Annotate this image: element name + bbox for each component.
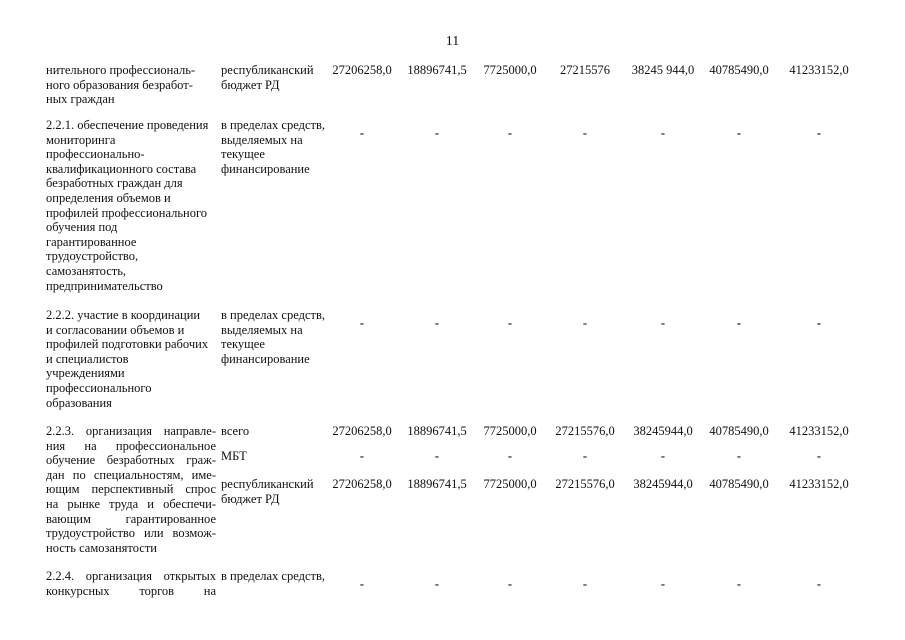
description-line: трудоустройство,	[46, 249, 139, 264]
description-line: ных граждан	[46, 92, 115, 107]
description-line: профилей подготовки рабочих	[46, 337, 209, 352]
description-line: 2.2.4. организация открытых	[46, 569, 216, 583]
value-cell: -	[816, 577, 822, 591]
value-cell: -	[434, 449, 440, 463]
value-cell: -	[816, 449, 822, 463]
value-cell: 27206258,0	[332, 424, 392, 438]
value-cell: -	[434, 316, 440, 330]
value-cell: -	[582, 577, 588, 591]
description-line: ющим перспективный спрос	[46, 482, 216, 497]
value-cell: -	[582, 449, 588, 463]
value-cell: 27206258,0	[332, 63, 392, 77]
value-cell: -	[434, 126, 440, 140]
value-cell: 38245944,0	[633, 477, 693, 491]
row-description	[46, 569, 216, 598]
value-cell: -	[359, 577, 365, 591]
description-line: гарантированное	[46, 234, 137, 249]
value-cell: -	[507, 316, 513, 330]
description-line: образования	[46, 395, 112, 410]
value-cell: -	[507, 126, 513, 140]
funding-source: республиканский бюджет РД	[221, 63, 314, 92]
value-cell: -	[736, 577, 742, 591]
description-line: определения объемов и	[46, 190, 171, 205]
value-cell: -	[736, 316, 742, 330]
description-line: профилей профессионального	[46, 205, 208, 220]
value-cell: 38245944,0	[633, 424, 693, 438]
description-line: 2.2.3. организация направле-	[46, 424, 216, 438]
description-line: ного образования безработ-	[46, 77, 193, 92]
description-line: нительного профессиональ-	[46, 63, 196, 77]
description-line: 2.2.1. обеспечение проведения	[46, 118, 209, 132]
value-cell: -	[359, 126, 365, 140]
value-cell: 18896741,5	[407, 477, 467, 491]
value-cell: 7725000,0	[483, 63, 537, 77]
value-cell: 27215576	[560, 63, 610, 77]
value-cell: -	[816, 126, 822, 140]
description-line: дан по специальностям, име-	[46, 467, 216, 482]
value-cell: -	[660, 449, 666, 463]
description-line: профессионально-	[46, 147, 145, 162]
value-cell: -	[660, 577, 666, 591]
value-cell: -	[582, 126, 588, 140]
value-cell: 27215576,0	[555, 424, 615, 438]
value-cell: 40785490,0	[709, 424, 769, 438]
description-line: и специалистов	[46, 351, 129, 366]
value-cell: 27206258,0	[332, 477, 392, 491]
page-number: 11	[445, 34, 460, 49]
value-cell: 41233152,0	[789, 63, 849, 77]
value-cell: -	[736, 449, 742, 463]
value-cell: -	[582, 316, 588, 330]
value-cell: -	[736, 126, 742, 140]
value-cell: -	[816, 316, 822, 330]
value-cell: -	[359, 449, 365, 463]
value-cell: -	[434, 577, 440, 591]
value-cell: 27215576,0	[555, 477, 615, 491]
value-cell: 38245 944,0	[631, 63, 695, 77]
description-line: конкурсных торгов на	[46, 583, 216, 598]
description-line: и согласовании объемов и	[46, 322, 185, 337]
description-line: ния на профессиональное	[46, 438, 216, 453]
funding-source: в пределах средств, выделяемых на текущее финансирование	[221, 308, 325, 366]
row-description	[46, 118, 216, 293]
value-cell: 41233152,0	[789, 477, 849, 491]
description-line: обучения под	[46, 220, 118, 235]
value-cell: 40785490,0	[709, 477, 769, 491]
description-line: самозанятость,	[46, 263, 127, 278]
description-line: предпринимательство	[46, 278, 163, 293]
description-line: 2.2.2. участие в координации	[46, 308, 201, 322]
value-cell: -	[359, 316, 365, 330]
description-line: квалификационного состава	[46, 161, 197, 176]
value-cell: -	[507, 577, 513, 591]
value-cell: 7725000,0	[483, 424, 537, 438]
value-cell: 18896741,5	[407, 424, 467, 438]
description-line: учреждениями	[46, 366, 125, 381]
description-line: обучение безработных граж-	[46, 453, 216, 468]
description-line: безработных граждан для	[46, 176, 183, 191]
row-description	[46, 63, 216, 107]
description-line: трудоустройство или возмож-	[46, 526, 216, 541]
funding-source: в пределах средств, выделяемых на текущее финансирование	[221, 118, 325, 176]
description-line: вающим гарантированное	[46, 511, 216, 526]
row-description	[46, 308, 216, 410]
value-cell: -	[660, 126, 666, 140]
funding-source: в пределах средств,	[221, 569, 325, 583]
funding-source: республиканский бюджет РД	[221, 477, 314, 506]
description-line: профессионального	[46, 380, 152, 395]
description-line: на рынке труда и обеспечи-	[46, 496, 216, 511]
value-cell: 41233152,0	[789, 424, 849, 438]
funding-source: всего	[221, 424, 250, 438]
description-line: мониторинга	[46, 132, 116, 147]
value-cell: 7725000,0	[483, 477, 537, 491]
row-description	[46, 424, 216, 555]
value-cell: -	[507, 449, 513, 463]
funding-source: МБТ	[221, 449, 247, 463]
value-cell: 40785490,0	[709, 63, 769, 77]
value-cell: 18896741,5	[407, 63, 467, 77]
description-line: ность самозанятости	[46, 540, 157, 555]
value-cell: -	[660, 316, 666, 330]
